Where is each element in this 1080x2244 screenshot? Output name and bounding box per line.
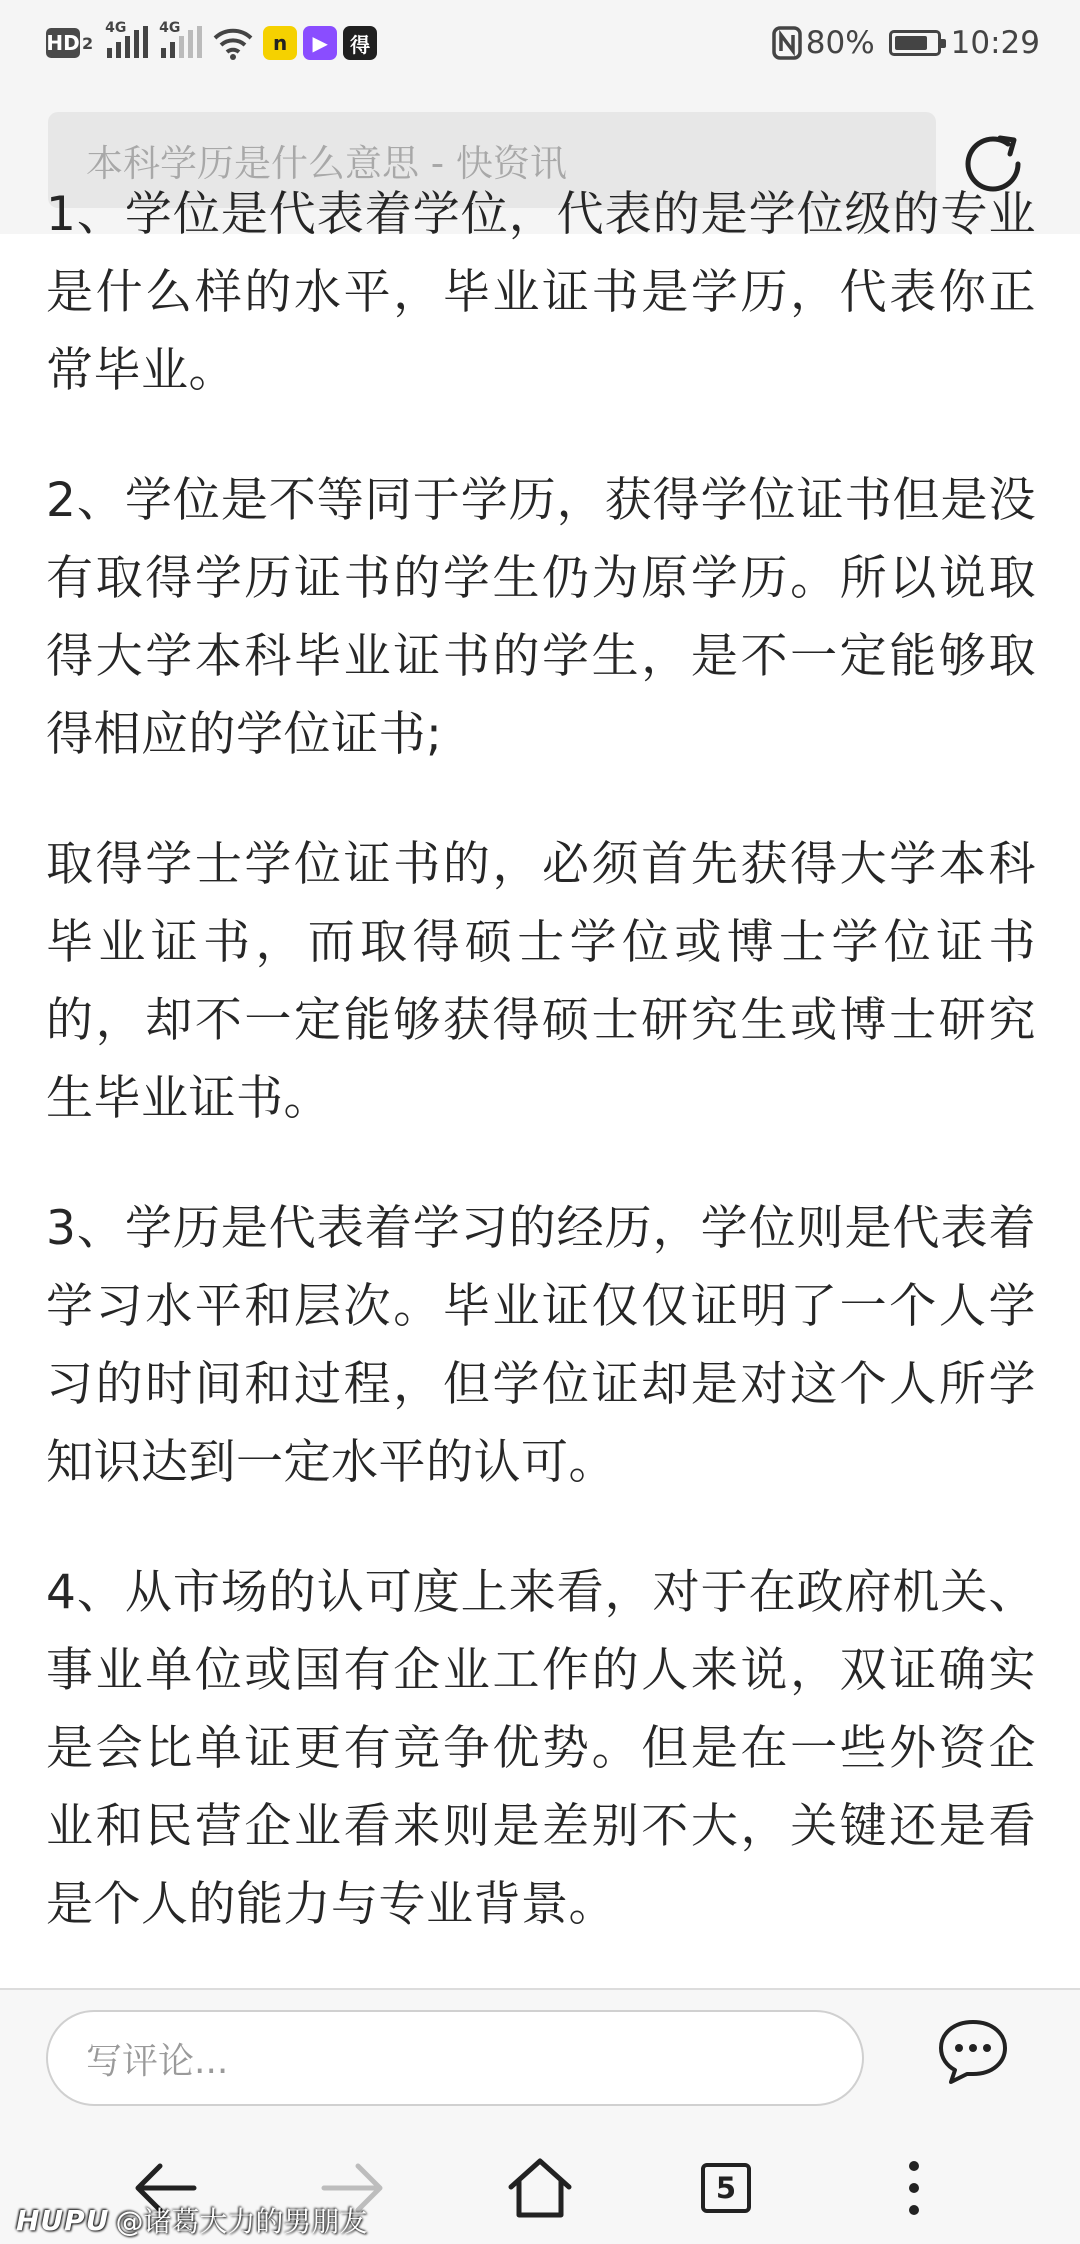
network-signal-1 xyxy=(105,20,149,60)
status-left xyxy=(46,22,377,64)
nfc-icon xyxy=(772,26,802,60)
home-icon xyxy=(507,2157,573,2219)
article-scroll xyxy=(46,176,1036,1996)
clock: 10:29 xyxy=(950,25,1040,61)
dedao-app-icon: 得 xyxy=(343,26,377,60)
article-paragraph: 4、从市场的认可度上来看，对于在政府机关、事业单位或国有企业工作的人来说，双证确实是会比单证更有竞争优势。但是在一些外资企业和民营企业看来则是差别不大，关键还是看是个人的能力与专业背景。 xyxy=(46,1565,1036,1932)
tab-count-badge: 5 xyxy=(701,2163,751,2213)
watermark-user: @诸葛大力的男朋友 xyxy=(115,2205,368,2238)
n-news-app-icon: n xyxy=(263,26,297,60)
article-paragraph: 3、学历是代表着学习的经历，学位则是代表着学习水平和层次。毕业证仅仅证明了一个人学习的时间和过程，但学位证却是对这个人所学知识达到一定水平的认可。 xyxy=(46,1201,1036,1490)
comment-input[interactable]: 写评论... xyxy=(46,2010,864,2106)
status-bar xyxy=(0,0,1080,84)
network-type-label: 4G xyxy=(159,20,181,36)
battery-icon xyxy=(889,30,941,56)
comment-bar xyxy=(0,1988,1080,2118)
more-vertical-icon xyxy=(904,2158,924,2218)
network-type-label: 4G xyxy=(105,20,127,36)
speech-bubble-icon xyxy=(935,2016,1011,2086)
article-paragraph: 1、学位是代表着学位，代表的是学位级的专业是什么样的水平，毕业证书是学历，代表你正常毕业。 xyxy=(46,187,1036,398)
network-signal-2 xyxy=(159,20,203,60)
page-title-field[interactable]: 本科学历是什么意思 - 快资讯 xyxy=(48,112,936,208)
hd-voice-badge: HD xyxy=(46,28,80,58)
more-menu-button[interactable] xyxy=(874,2148,954,2228)
tabs-button[interactable] xyxy=(686,2148,766,2228)
wifi-icon xyxy=(213,26,253,60)
article-paragraph: 取得学士学位证书的，必须首先获得大学本科毕业证书，而取得硕士学位或博士学位证书的，却不一定能够获得硕士研究生或博士研究生毕业证书。 xyxy=(46,837,1036,1126)
article-paragraph: 2、学位是不等同于学历，获得学位证书但是没有取得学历证书的学生仍为原学历。所以说取得大学本科毕业证书的学生，是不一定能够取得相应的学位证书; xyxy=(46,473,1036,762)
comments-button[interactable] xyxy=(935,2016,1011,2086)
battery-percent: 80% xyxy=(805,25,875,61)
watermark-brand: HUPU xyxy=(16,2203,110,2237)
video-player-app-icon: ▶ xyxy=(303,26,337,60)
article-content xyxy=(46,187,1036,1988)
status-right xyxy=(772,22,1040,64)
home-button[interactable] xyxy=(500,2148,580,2228)
hd-sim-index: 2 xyxy=(82,33,94,53)
watermark xyxy=(16,2200,367,2240)
